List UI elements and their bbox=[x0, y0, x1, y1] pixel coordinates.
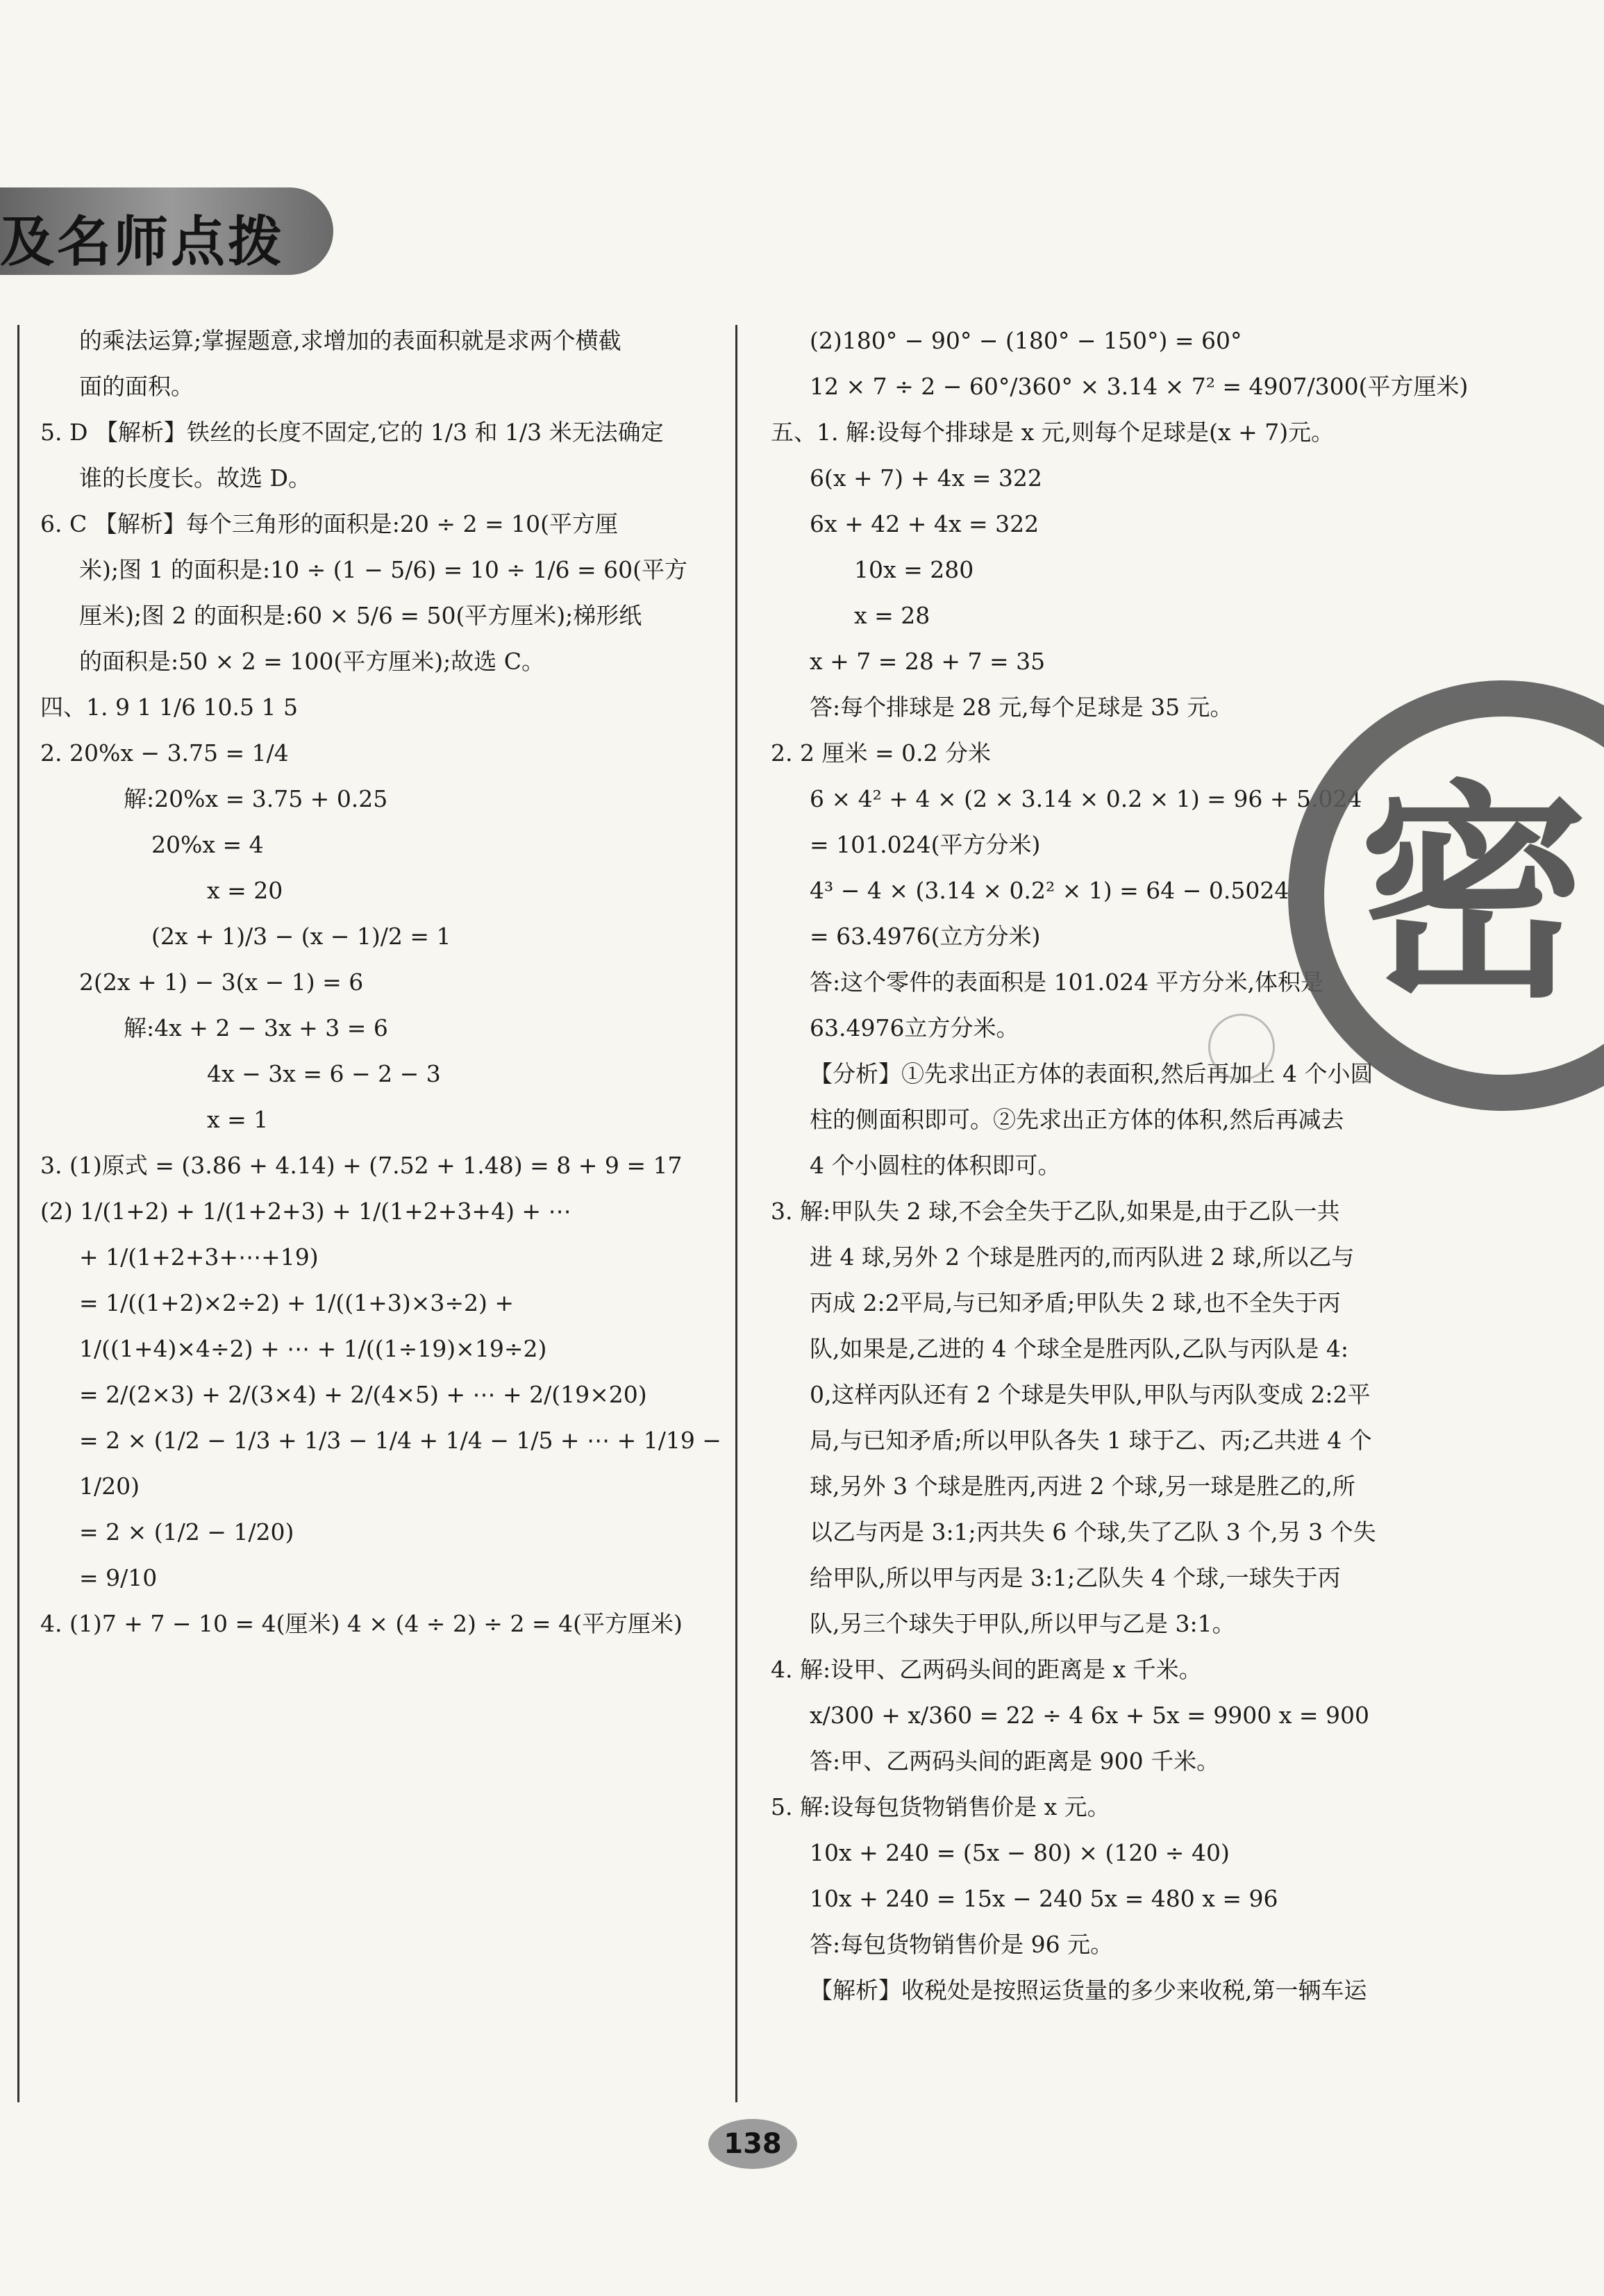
answer-line: x = 1 bbox=[207, 1106, 269, 1133]
answer-line: 1/20) bbox=[79, 1473, 140, 1500]
answer-line: 丙成 2:2平局,与已知矛盾;甲队失 2 球,也不全失于丙 bbox=[810, 1289, 1341, 1316]
answer-line: 10x + 240 = 15x − 240 5x = 480 x = 96 bbox=[810, 1885, 1278, 1912]
answer-line: 答:甲、乙两码头间的距离是 900 千米。 bbox=[810, 1748, 1220, 1775]
faint-seal-mark bbox=[1208, 1014, 1275, 1080]
section-banner bbox=[0, 187, 333, 275]
answer-line: (2)180° − 90° − (180° − 150°) = 60° bbox=[810, 327, 1242, 354]
answer-line: 以乙与丙是 3:1;丙共失 6 个球,失了乙队 3 个,另 3 个失 bbox=[810, 1518, 1376, 1545]
answer-line: (2x + 1)/3 − (x − 1)/2 = 1 bbox=[151, 923, 451, 950]
answer-line: 队,如果是,乙进的 4 个球全是胜丙队,乙队与丙队是 4: bbox=[810, 1335, 1349, 1362]
answer-line: 10x + 240 = (5x − 80) × (120 ÷ 40) bbox=[810, 1839, 1230, 1866]
answer-line: x/300 + x/360 = 22 ÷ 4 6x + 5x = 9900 x = 900 bbox=[810, 1702, 1369, 1729]
left-margin-rule bbox=[17, 325, 19, 2102]
answer-line: 3. 解:甲队失 2 球,不会全失于乙队,如果是,由于乙队一共 bbox=[771, 1198, 1340, 1225]
answer-line: 进 4 球,另外 2 个球是胜丙的,而丙队进 2 球,所以乙与 bbox=[810, 1243, 1355, 1271]
answer-line: 队,另三个球失于甲队,所以甲与乙是 3:1。 bbox=[810, 1610, 1235, 1637]
answer-line: 0,这样丙队还有 2 个球是失甲队,甲队与丙队变成 2:2平 bbox=[810, 1381, 1371, 1408]
answer-line: 给甲队,所以甲与丙是 3:1;乙队失 4 个球,一球失于丙 bbox=[810, 1564, 1341, 1591]
answer-line: = 2/(2×3) + 2/(3×4) + 2/(4×5) + ⋯ + 2/(19×20) bbox=[79, 1381, 647, 1408]
answer-line: 面的面积。 bbox=[79, 373, 194, 400]
answer-line: x = 20 bbox=[207, 877, 283, 904]
answer-line: x = 28 bbox=[854, 602, 930, 629]
answer-line: 球,另外 3 个球是胜丙,丙进 2 个球,另一球是胜乙的,所 bbox=[810, 1473, 1355, 1500]
answer-line: 2(2x + 1) − 3(x − 1) = 6 bbox=[79, 969, 364, 996]
answer-line: 4x − 3x = 6 − 2 − 3 bbox=[207, 1060, 441, 1087]
answer-line: 厘米);图 2 的面积是:60 × 5/6 = 50(平方厘米);梯形纸 bbox=[79, 602, 642, 629]
answer-line: 63.4976立方分米。 bbox=[810, 1014, 1019, 1041]
answer-line: 4³ − 4 × (3.14 × 0.2² × 1) = 64 − 0.5024 bbox=[810, 877, 1289, 904]
answer-line: 3. (1)原式 = (3.86 + 4.14) + (7.52 + 1.48) = 8 + 9 = 17 bbox=[40, 1152, 683, 1179]
answer-line: 五、1. 解:设每个排球是 x 元,则每个足球是(x + 7)元。 bbox=[771, 419, 1335, 446]
answer-line: 【分析】①先求出正方体的表面积,然后再加上 4 个小圆 bbox=[810, 1060, 1373, 1087]
banner-title: 及名师点拨 bbox=[0, 210, 285, 274]
answer-line: = 63.4976(立方分米) bbox=[810, 923, 1041, 950]
answer-line: 5. D 【解析】铁丝的长度不固定,它的 1/3 和 1/3 米无法确定 bbox=[40, 419, 664, 446]
answer-line: 柱的侧面积即可。②先求出正方体的体积,然后再减去 bbox=[810, 1106, 1344, 1133]
answer-line: 的乘法运算;掌握题意,求增加的表面积就是求两个横截 bbox=[79, 327, 621, 354]
answer-line: 4 个小圆柱的体积即可。 bbox=[810, 1152, 1061, 1179]
answer-line: 答:每个排球是 28 元,每个足球是 35 元。 bbox=[810, 694, 1233, 721]
answer-line: 6 × 4² + 4 × (2 × 3.14 × 0.2 × 1) = 96 + 5.024 bbox=[810, 785, 1362, 812]
answer-line: 解:20%x = 3.75 + 0.25 bbox=[124, 785, 388, 812]
answer-line: = 2 × (1/2 − 1/20) bbox=[79, 1518, 294, 1545]
left-answer-column bbox=[40, 318, 721, 1647]
answer-line: 12 × 7 ÷ 2 − 60°/360° × 3.14 × 7² = 4907/300(平方厘米) bbox=[810, 373, 1469, 400]
answer-line: 6. C 【解析】每个三角形的面积是:20 ÷ 2 = 10(平方厘 bbox=[40, 510, 618, 537]
answer-line: 【解析】收税处是按照运货量的多少来收税,第一辆车运 bbox=[810, 1977, 1367, 2004]
answer-line: 答:这个零件的表面积是 101.024 平方分米,体积是 bbox=[810, 969, 1324, 996]
answer-line: 四、1. 9 1 1/6 10.5 1 5 bbox=[40, 694, 298, 721]
answer-line: 5. 解:设每包货物销售价是 x 元。 bbox=[771, 1793, 1110, 1820]
answer-line: 米);图 1 的面积是:10 ÷ (1 − 5/6) = 10 ÷ 1/6 = 60(平方 bbox=[79, 556, 688, 583]
answer-line: 1/((1+4)×4÷2) + ⋯ + 1/((1÷19)×19÷2) bbox=[79, 1335, 547, 1362]
answer-line: (2) 1/(1+2) + 1/(1+2+3) + 1/(1+2+3+4) + ⋯ bbox=[40, 1198, 571, 1225]
answer-line: 答:每包货物销售价是 96 元。 bbox=[810, 1931, 1114, 1958]
right-answer-column bbox=[771, 318, 1469, 2013]
answer-line: = 2 × (1/2 − 1/3 + 1/3 − 1/4 + 1/4 − 1/5 + ⋯ + 1/19 − bbox=[79, 1427, 721, 1454]
answer-line: 谁的长度长。故选 D。 bbox=[79, 464, 311, 492]
page-number: 138 bbox=[724, 2128, 782, 2160]
answer-line: x + 7 = 28 + 7 = 35 bbox=[810, 648, 1046, 675]
answer-line: 2. 2 厘米 = 0.2 分米 bbox=[771, 739, 992, 766]
answer-line: 4. 解:设甲、乙两码头间的距离是 x 千米。 bbox=[771, 1656, 1202, 1683]
answer-line: 10x = 280 bbox=[854, 556, 974, 583]
column-divider bbox=[735, 325, 737, 2102]
answer-line: 的面积是:50 × 2 = 100(平方厘米);故选 C。 bbox=[79, 648, 544, 675]
answer-line: = 9/10 bbox=[79, 1564, 158, 1591]
answer-line: 解:4x + 2 − 3x + 3 = 6 bbox=[124, 1014, 388, 1041]
answer-line: 6(x + 7) + 4x = 322 bbox=[810, 464, 1042, 492]
answer-line: 20%x = 4 bbox=[151, 831, 264, 858]
answer-line: = 101.024(平方分米) bbox=[810, 831, 1041, 858]
stamp-character: 密 bbox=[1359, 759, 1588, 1028]
answer-line: = 1/((1+2)×2÷2) + 1/((1+3)×3÷2) + bbox=[79, 1289, 515, 1316]
answer-line: 4. (1)7 + 7 − 10 = 4(厘米) 4 × (4 ÷ 2) ÷ 2 = 4(平方厘米) bbox=[40, 1610, 683, 1637]
answer-line: + 1/(1+2+3+⋯+19) bbox=[79, 1243, 319, 1271]
answer-line: 6x + 42 + 4x = 322 bbox=[810, 510, 1039, 537]
answer-line: 局,与已知矛盾;所以甲队各失 1 球于乙、丙;乙共进 4 个 bbox=[810, 1427, 1372, 1454]
page-number-badge bbox=[708, 2119, 797, 2169]
answer-line: 2. 20%x − 3.75 = 1/4 bbox=[40, 739, 289, 766]
